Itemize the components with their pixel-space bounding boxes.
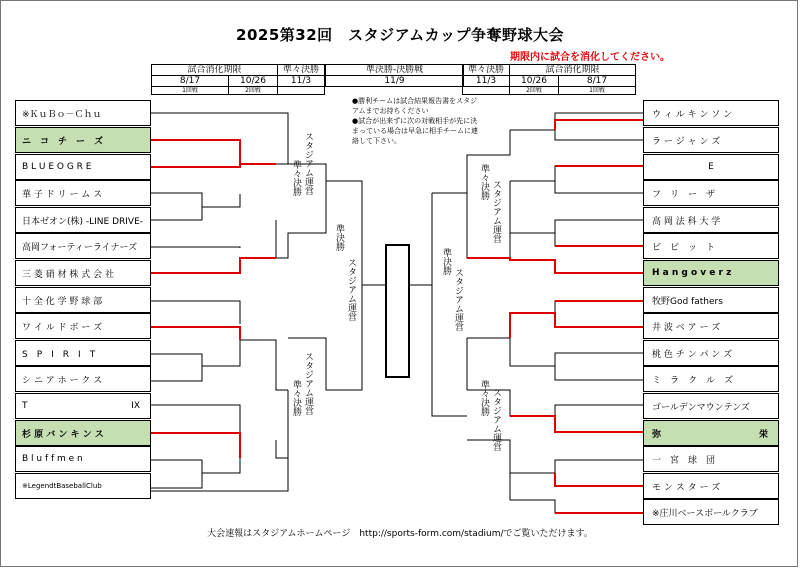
team-left-7: 三 菱 硝 材 株 式 会 社: [15, 260, 151, 286]
team-left-15: ※LegendtBaseballClub: [15, 473, 151, 499]
venue-sf-right-sub: 準決勝: [441, 248, 451, 275]
schedule-right-header: 試合消化期限: [510, 65, 636, 76]
team-left-13: 杉 原 バ ン キ ン ス: [15, 420, 151, 446]
venue-qf-right-bottom: スタジアム運営: [491, 388, 501, 451]
venue-qf-right-top: スタジアム運営: [491, 180, 501, 243]
team-right-8: 牧野God fathers: [643, 287, 779, 313]
team-left-6: 高岡フォーティーライナーズ: [15, 233, 151, 259]
venue-qf-left-top: スタジアム運営: [303, 132, 313, 195]
team-right-3: E: [643, 154, 779, 180]
venue-qf-left-bottom-sub: 準々決勝: [291, 380, 301, 416]
schedule-left-round-1: 1回戦: [152, 87, 229, 95]
team-right-1: ウ ィ ル キ ン ソ ン: [643, 100, 779, 126]
team-right-6: ビ ビ ッ ト: [643, 233, 779, 259]
schedule-right-date-2: 8/17: [559, 76, 636, 87]
schedule-right-qf-date: 11/3: [463, 76, 510, 87]
schedule-right-qf-label: 準々決勝: [463, 65, 510, 76]
team-left-12: T IX: [15, 393, 151, 419]
team-right-9: 井 波 ベ ア ー ズ: [643, 313, 779, 339]
page-title: 2025第32回 スタジアムカップ争奪野球大会: [236, 26, 564, 44]
venue-sf-left-sub: 準決勝: [334, 224, 344, 251]
team-right-7: H a n g o v e r z: [643, 260, 779, 286]
venue-sf-right: スタジアム運営: [453, 268, 463, 331]
team-right-16: ※庄川ベースボールクラブ: [643, 499, 779, 525]
final-box: [386, 245, 409, 377]
team-right-11: ミ ラ ク ル ズ: [643, 366, 779, 392]
venue-qf-left-bottom: スタジアム運営: [303, 352, 313, 415]
team-right-5: 高 岡 法 科 大 学: [643, 207, 779, 233]
schedule-center-label: 準決勝-決勝戦: [326, 65, 464, 76]
team-left-4: 華 子 ド リ ー ム ス: [15, 180, 151, 206]
team-right-12: ゴールデンマウンテンズ: [643, 393, 779, 419]
team-left-8: 十 全 化 学 野 球 部: [15, 287, 151, 313]
note-1: ●勝利チームは試合結果報告書をスタジアムまでお持ちください: [352, 97, 478, 115]
team-right-15: モ ン ス タ ー ズ: [643, 473, 779, 499]
venue-qf-left-top-sub: 準々決勝: [291, 160, 301, 196]
schedule-left-qf-label: 準々決勝: [278, 65, 325, 76]
schedule-left-qf-date: 11/3: [278, 76, 325, 87]
schedule-left-date-2: 10/26: [229, 76, 278, 87]
note-2: ●試合が出来ずに次の対戦相手が先に決まっている場合は早急に相手チームに連絡して下さい。: [352, 117, 478, 145]
team-left-3: B L U E O G R E: [15, 154, 151, 180]
team-left-2: ニ コ チ ー ズ: [15, 127, 151, 153]
team-left-14: B l u f f m e n: [15, 446, 151, 472]
team-left-5: 日本ゼオン(株) -LINE DRIVE-: [15, 207, 151, 233]
schedule-right-round-1: 2回戦: [510, 87, 559, 95]
schedule-left-header: 試合消化期限: [152, 65, 278, 76]
team-right-14: 一 宮 球 団: [643, 446, 779, 472]
venue-sf-left: スタジアム運営: [346, 258, 356, 321]
deadline-note: 期限内に試合を消化してください。: [510, 52, 670, 63]
team-right-13: 弥 栄: [643, 420, 779, 446]
schedule-left-date-1: 8/17: [152, 76, 229, 87]
schedule-right-round-2: 1回戦: [559, 87, 636, 95]
venue-qf-right-top-sub: 準々決勝: [479, 164, 489, 200]
team-right-2: ラ ー ジ ャ ン ズ: [643, 127, 779, 153]
team-right-10: 桃 色 チ ン パ ン ズ: [643, 340, 779, 366]
team-left-1: ※ＫｕＢｏ－Ｃｈｕ: [15, 100, 151, 126]
schedule-center-date: 11/9: [326, 76, 464, 87]
team-left-9: ワ イ ル ド ボ ー ズ: [15, 313, 151, 339]
schedule-left-round-2: 2回戦: [229, 87, 278, 95]
schedule-right-date-1: 10/26: [510, 76, 559, 87]
footer-note: 大会速報はスタジアムホームページ http://sports-form.com/stadium/でご覧いただけます。: [207, 529, 593, 539]
team-left-10: S P I R I T: [15, 340, 151, 366]
venue-qf-right-bottom-sub: 準々決勝: [479, 380, 489, 416]
team-left-11: シ ニ ア ホ ー ク ス: [15, 366, 151, 392]
team-right-4: フ リ ー ザ: [643, 180, 779, 206]
